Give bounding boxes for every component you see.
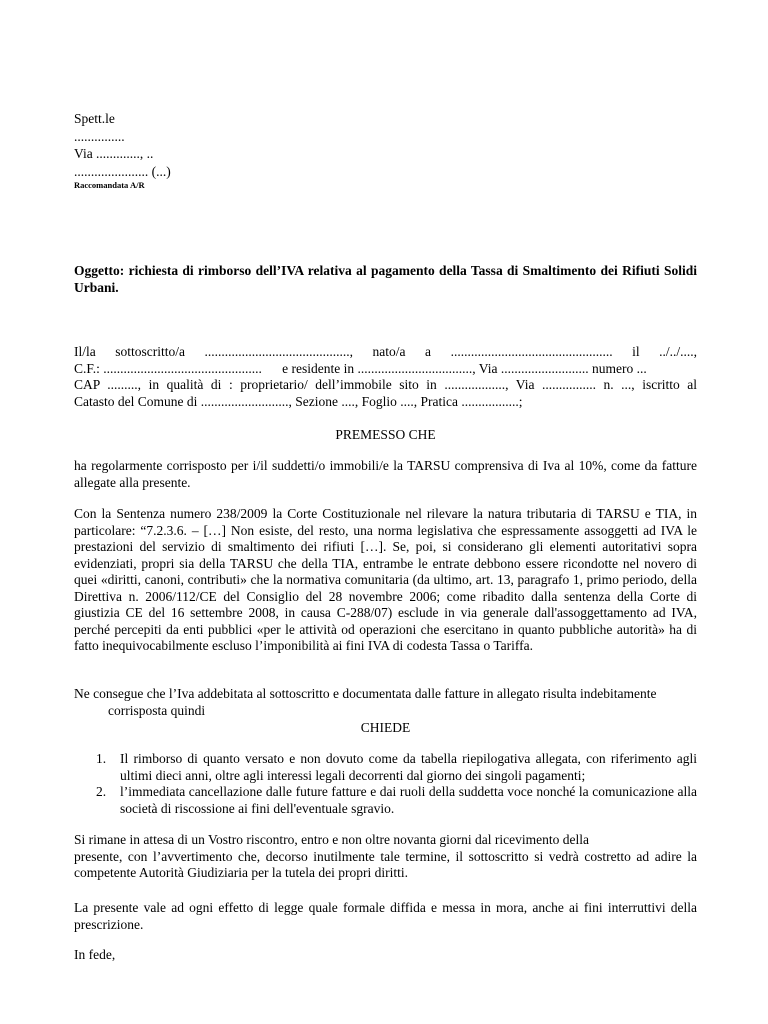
sender-line-1: Il/la sottoscritto/a ..........................................., nato/a a ................................................ il ../../....,: [74, 344, 697, 359]
await-line-1: Si rimane in attesa di un Vostro riscontro, entro e non oltre novanta giorni dal ricevimento della: [74, 832, 590, 847]
sender-line-4: Catasto del Comune di .........................., Sezione ...., Foglio ...., Pratica .................;: [74, 393, 523, 409]
list-item: [96, 784, 697, 817]
request-list: [96, 751, 697, 817]
sender-line-2: C.F.: ............................................... e residente in .................................., Via .......................... numero ...: [74, 360, 647, 376]
recipient-street-placeholder: Via ............., ..: [74, 146, 154, 161]
paragraph-formal-notice: La presente vale ad ogni effetto di legge quale formale diffida e messa in mora, anche ai fini interruttivi della prescrizione.: [74, 900, 697, 932]
list-item-text: l’immediata cancellazione dalle future fatture e dai ruoli della suddetta voce nonché la comunicazione alla società di riscossione ai fini dell'eventuale sgravio.: [120, 784, 697, 816]
letter-page: [74, 0, 697, 1024]
paragraph-await-response: [74, 832, 697, 882]
consequence-line-2: corrisposta quindi: [108, 702, 206, 718]
list-item: [96, 751, 697, 784]
salutation: Spett.le: [74, 111, 115, 126]
consequence-line-1: Ne consegue che l’Iva addebitata al sottoscritto e documentata dalle fatture in allegato risulta indebitamente: [74, 686, 657, 701]
list-item-text: Il rimborso di quanto versato e non dovuto come da tabella riepilogativa allegata, con riferimento agli ultimi dieci anni, oltre agli interessi legali decorrenti dal giorno dei singoli pagamenti;: [120, 751, 697, 783]
list-item-number: 1.: [96, 751, 107, 766]
await-rest: presente, con l’avvertimento che, decorso inutilmente tale termine, il sottoscritto si vedrà costretto ad adire la competente Autorità Giudiziaria per la tutela dei propri diritti.: [74, 848, 697, 880]
paragraph-consequence: [74, 686, 697, 719]
subject-line: Oggetto: richiesta di rimborso dell’IVA relativa al pagamento della Tassa di Smaltimento dei Rifiuti Solidi Urbani.: [74, 263, 697, 295]
sender-line-3: CAP ........., in qualità di : proprietario/ dell’immobile sito in .................., Via ................ n. ..., iscritto al: [74, 377, 697, 392]
delivery-mode: Raccomandata A/R: [74, 180, 145, 190]
sender-details: [74, 344, 697, 410]
paragraph-court-ruling: Con la Sentenza numero 238/2009 la Corte Costituzionale nel rilevare la natura tributaria di TARSU e TIA, in particolare: “7.2.3.6. – […] Non esiste, del resto, una norma legislativa che espressamente assoggetti ad IVA le prestazioni del servizio di smaltimento dei rifiuti […]. Se, poi, si considerano gli elementi autoritativi sopra evidenziati, propri sia della TARSU che della TIA, entrambe le entrate debbono essere ricondotte nel novero di quei «diritti, canoni, contributi» che la normativa comunitaria (da ultimo, art. 13, paragrafo 1, primo periodo, della Direttiva n. 2006/112/CE del Consiglio del 28 novembre 2006; come ribadito dalla sentenza della Corte di giustizia CE del 16 settembre 2008, in causa C-288/07) esclude in via generale dall'assoggettamento ad IVA, perché percepiti da enti pubblici «per le attività od operazioni che esercitano in quanto pubbliche autorità» ha di fatto inequivocabilmente escluso l’imponibilità ai fini IVA di codesta Tassa o Tariffa.: [74, 506, 697, 653]
chiede-heading: CHIEDE: [360, 720, 411, 735]
recipient-address: [74, 110, 171, 191]
closing-line: In fede,: [74, 947, 116, 962]
recipient-city-placeholder: ...................... (...): [74, 163, 171, 179]
paragraph-tarsu-payment: ha regolarmente corrisposto per i/il suddetti/o immobili/e la TARSU comprensiva di Iva al 10%, come da fatture allegate alla presente.: [74, 458, 697, 490]
premesso-heading: PREMESSO CHE: [335, 427, 436, 442]
recipient-name-placeholder: ...............: [74, 128, 125, 144]
list-item-number: 2.: [96, 784, 107, 799]
